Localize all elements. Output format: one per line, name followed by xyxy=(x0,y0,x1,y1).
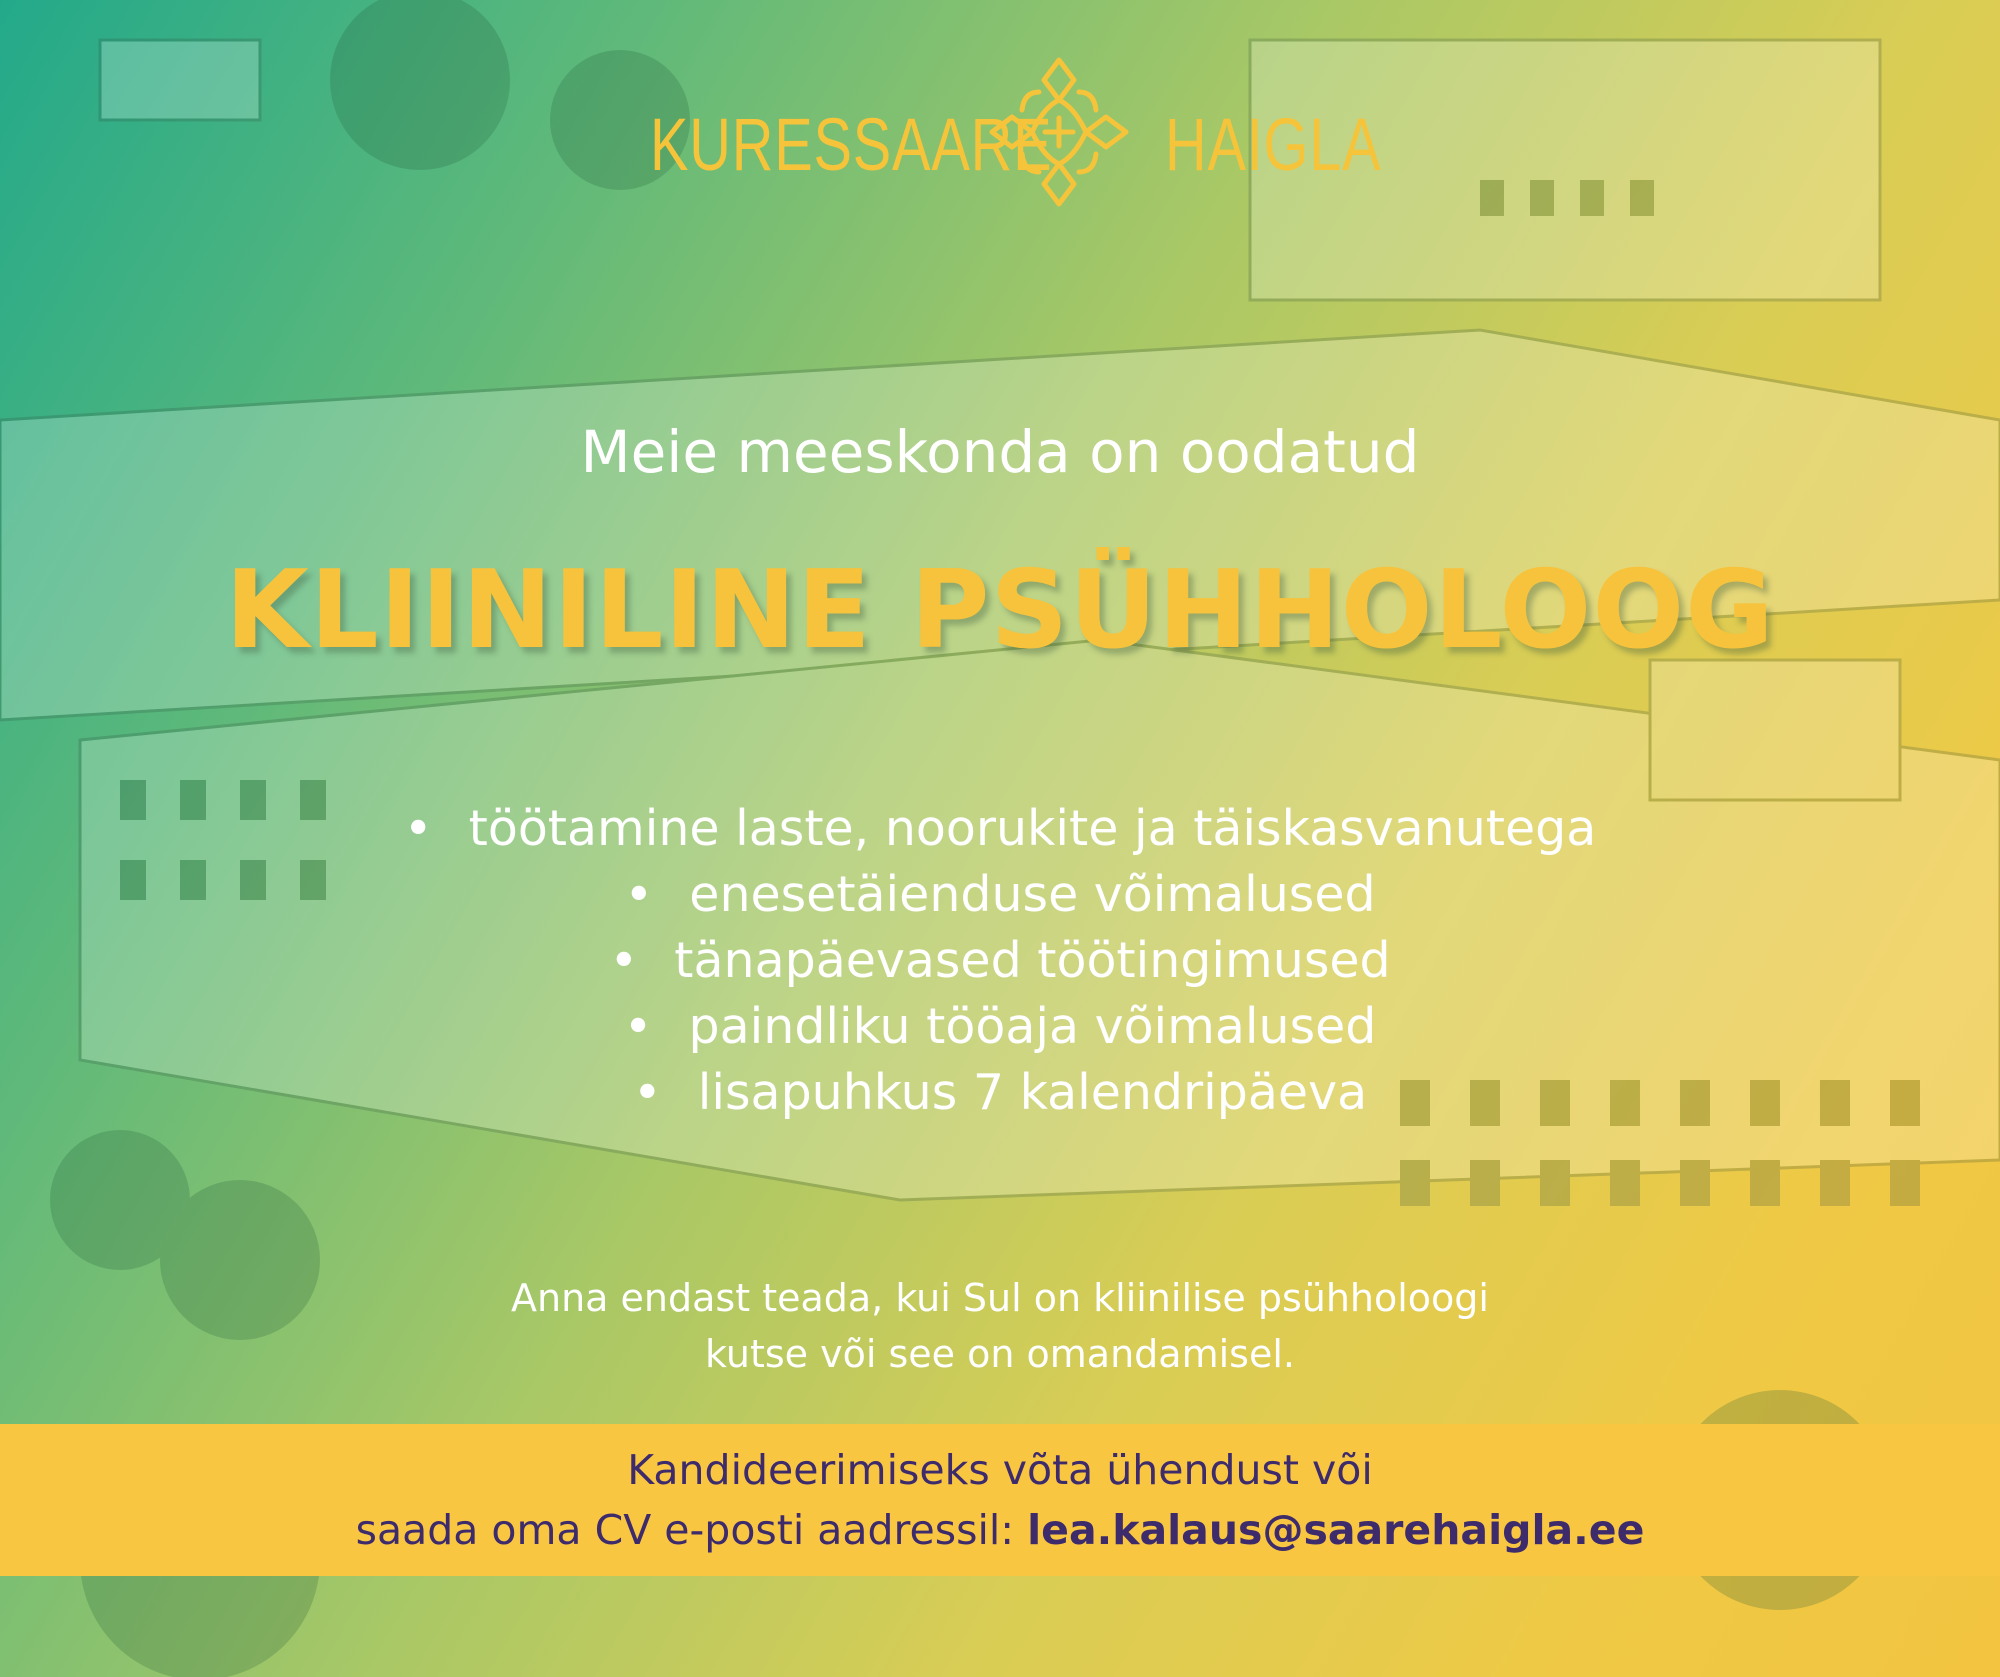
hospital-logo xyxy=(0,52,2000,212)
logo-word-kuressaare: KURESSAARE xyxy=(650,103,1053,186)
list-item xyxy=(0,862,2000,928)
list-item xyxy=(0,1060,2000,1126)
bullet: • xyxy=(624,866,654,923)
benefit-text: paindliku tööaja võimalused xyxy=(688,998,1377,1055)
bullet: • xyxy=(609,932,639,989)
note-line-1: Anna endast teada, kui Sul on kliinilise psühholoogi xyxy=(511,1276,1489,1320)
bullet: • xyxy=(403,800,433,857)
note-line-2: kutse või see on omandamisel. xyxy=(705,1332,1295,1376)
list-item xyxy=(0,928,2000,994)
list-item xyxy=(0,994,2000,1060)
application-note xyxy=(0,1270,2000,1382)
email-link[interactable]: lea.kalaus@saarehaigla.ee xyxy=(1027,1506,1645,1554)
benefit-text: lisapuhkus 7 kalendripäeva xyxy=(697,1064,1368,1121)
benefit-text: tänapäevased töötingimused xyxy=(674,932,1391,989)
benefit-text: enesetäienduse võimalused xyxy=(689,866,1376,923)
job-title: KLIINILINE PSÜHHOLOOG xyxy=(225,548,1775,673)
list-item xyxy=(0,796,2000,862)
benefit-text: töötamine laste, noorukite ja täiskasvanutega xyxy=(468,800,1597,857)
contact-line-1: Kandideerimiseks võta ühendust või xyxy=(627,1446,1373,1494)
contact-prefix: saada oma CV e-posti aadressil: xyxy=(355,1506,1015,1554)
bullet: • xyxy=(632,1064,662,1121)
benefits-list xyxy=(0,796,2000,1126)
contact-line-2 xyxy=(0,1506,2000,1554)
ornamental-cross-icon xyxy=(984,52,1134,212)
contact-banner xyxy=(0,1424,2000,1576)
logo-word-haigla: HAIGLA xyxy=(1165,103,1382,186)
intro-text: Meie meeskonda on oodatud xyxy=(580,418,1420,486)
bottom-backdrop-strip xyxy=(0,1576,2000,1677)
bullet: • xyxy=(623,998,653,1055)
